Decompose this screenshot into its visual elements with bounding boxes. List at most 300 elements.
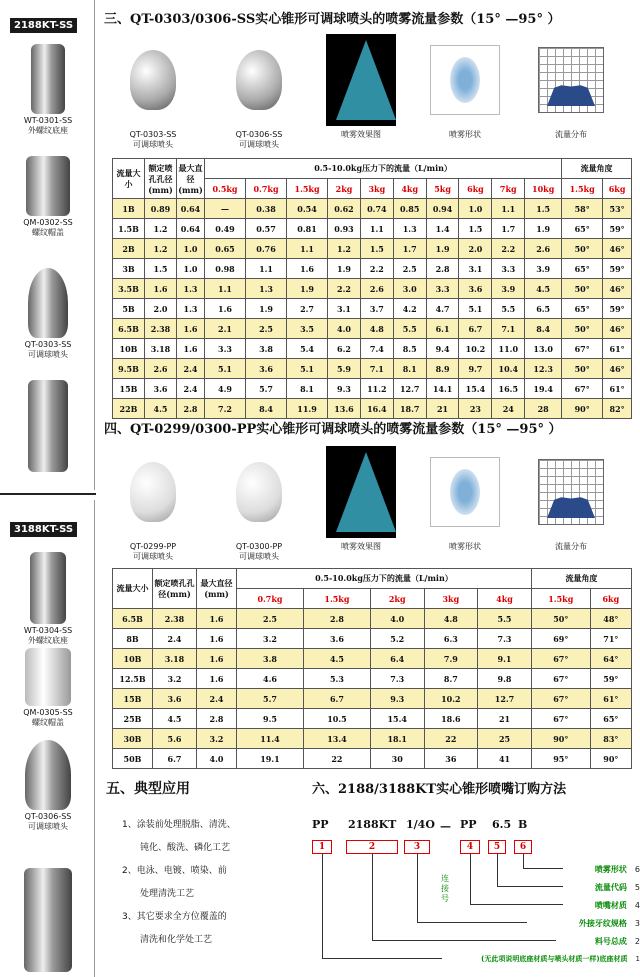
nozzle-image [236, 50, 282, 110]
pressure-header: 3kg [360, 179, 393, 199]
table-cell: 7.3 [478, 629, 532, 649]
table-cell: 6.5 [525, 299, 562, 319]
divider [0, 493, 96, 495]
table-cell: 0.94 [426, 199, 459, 219]
table-cell: 0.57 [246, 219, 287, 239]
table-cell: 10.4 [492, 359, 525, 379]
table-row [113, 199, 632, 219]
table-cell: 69° [531, 629, 590, 649]
table-cell: 58° [562, 199, 603, 219]
fitting-image [28, 268, 68, 338]
table-cell: 5.1 [205, 359, 246, 379]
table-cell: 1.5 [360, 239, 393, 259]
table-cell: 5.2 [370, 629, 424, 649]
section3-products [108, 34, 636, 154]
table-cell: 5.7 [246, 379, 287, 399]
table-cell: 22B [113, 399, 145, 419]
table-cell: 95° [531, 749, 590, 769]
table-cell: 6.3 [424, 629, 478, 649]
pressure-header: 1.5kg [287, 179, 328, 199]
table-cell: 2.4 [197, 689, 237, 709]
table-cell: 25B [113, 709, 153, 729]
table-cell: 50° [562, 279, 603, 299]
table-cell: 19.4 [525, 379, 562, 399]
table-cell: 1.7 [393, 239, 426, 259]
table-cell: 82° [603, 399, 632, 419]
product-qt-0303: QT-0303-SS 可调球喷头 [108, 34, 198, 150]
table-cell: 3.2 [197, 729, 237, 749]
spray-photo [326, 446, 396, 538]
table-cell: 1.5 [145, 259, 177, 279]
table-cell: 3.18 [145, 339, 177, 359]
section3-table: 流量大小 额定喷孔孔径(mm) 最大直径(mm) 0.5-10.0kg压力下的流量（L/min） 流量角度 0.5kg 0.7kg 1.5kg 2kg 3kg 4kg 5kg 6kg 7kg 10kg 1.5kg 6kg 1B 0.89 0.64 — 0.38 0.54 0.62 0.74 0.85 0.94 1.0 1.1 1.5 58° 53° 1.5B 1.2 0.64 0.49 0.57 0.81 0.93 1.1 1.3 1.4 1.5 1.7 1.9 65° 59° 2B 1.2 1.0 0.65 0.76 1.1 1.2 1.5 1.7 1.9 2.0 2.2 2.6 50° 46° 3B 1.5 1.0 0.98 1.1 1.6 1.9 2.2 2.5 2.8 3.1 3.3 3.9 65° 59° 3.5B 1.6 1.3 1.1 1.3 1.9 2.2 2.6 3.0 3.3 3.6 3.9 4.5 50° 46° 5B 2.0 1.3 1.6 1.9 2.7 3.1 3.7 4.2 4.7 5.1 5.5 6.5 65° 59° 6.5B 2.38 1.6 2.1 2.5 3.5 4.0 4.8 5.5 6.1 6.7 7.1 8.4 50° 46° 10B 3.18 1.6 3.3 3.8 5.4 6.2 7.4 8.5 9.4 10.2 11.0 13.0 67° 61° 9.5B 2.6 2.4 5.1 3.6 5.1 5.9 7.1 8.1 8.9 9.7 10.4 12.3 50° 46° 15B 3.6 2.4 4.9 5.7 8.1 9.3 11.2 12.7 14.1 15.4 16.5 19.4 67° 61° 22B 4.5 2.8 7.2 8.4 11.9 13.6 16.4 18.7 21 23 24 28 90° 82° [112, 158, 632, 419]
table-cell: 50B [113, 749, 153, 769]
table-cell: 1.4 [426, 219, 459, 239]
table-cell: 8.7 [424, 669, 478, 689]
section6-title: 六、2188/3188KT实心锥形喷嘴订购方法 [312, 782, 567, 797]
table-row [113, 709, 632, 729]
pressure-header: 7kg [492, 179, 525, 199]
table-cell: 3.6 [145, 379, 177, 399]
label-3: 外接牙纹规格 3 [578, 919, 640, 928]
table-cell: 11.9 [287, 399, 328, 419]
pressure-header: 2kg [370, 589, 424, 609]
table-row [113, 319, 632, 339]
table-cell: 2.38 [145, 319, 177, 339]
table-cell: 25 [478, 729, 532, 749]
table-cell: 0.64 [177, 199, 205, 219]
table-cell: 2.38 [153, 609, 197, 629]
table-cell: 1.6 [145, 279, 177, 299]
section3-title: 三、QT-0303/0306-SS实心锥形可调球喷头的喷雾流量参数（15° —95° ） [104, 12, 561, 27]
table-cell: 9.5B [113, 359, 145, 379]
pressure-header: 6kg [459, 179, 492, 199]
angle-pressure-header: 6kg [590, 589, 631, 609]
code-box-2: 2 [346, 840, 398, 854]
table-cell: 4.5 [525, 279, 562, 299]
table-cell: 9.4 [426, 339, 459, 359]
angle-pressure-header: 1.5kg [531, 589, 590, 609]
product-qt-0306: QT-0306-SS 可调球喷头 [214, 34, 304, 150]
table-cell: 0.74 [360, 199, 393, 219]
table-cell: 0.81 [287, 219, 328, 239]
table-cell: 0.38 [246, 199, 287, 219]
label-2: 料号总成 2 [594, 937, 640, 946]
product-qt-0299: QT-0299-PP 可调球喷头 [108, 446, 198, 562]
connector-label: 连接号 [441, 874, 449, 903]
table-row [113, 629, 632, 649]
table-cell: 6.5B [113, 609, 153, 629]
table-cell: 2.6 [360, 279, 393, 299]
table-cell: 3.0 [393, 279, 426, 299]
table-cell: 4.2 [393, 299, 426, 319]
table-cell: 21 [478, 709, 532, 729]
table-cell: 2.2 [492, 239, 525, 259]
label-4: 喷嘴材质 4 [594, 901, 640, 910]
table-cell: 2.0 [459, 239, 492, 259]
table-cell: 5.5 [478, 609, 532, 629]
table-cell: 0.65 [205, 239, 246, 259]
table-cell: 4.5 [145, 399, 177, 419]
table-cell: 4.5 [153, 709, 197, 729]
table-cell: 2.8 [303, 609, 370, 629]
table-cell: 90° [531, 729, 590, 749]
table-cell: 2.4 [153, 629, 197, 649]
table-cell: 6.7 [153, 749, 197, 769]
part-assembly-3188 [4, 868, 92, 972]
table-cell: 15B [113, 689, 153, 709]
table-cell: 1.5 [525, 199, 562, 219]
table-cell: 53° [603, 199, 632, 219]
table-cell: 4.0 [197, 749, 237, 769]
table-cell: 2.2 [360, 259, 393, 279]
nozzle-image [236, 462, 282, 522]
table-cell: 4.0 [370, 609, 424, 629]
pressure-header: 4kg [393, 179, 426, 199]
table-cell: 8.4 [525, 319, 562, 339]
spray-pattern [430, 457, 500, 527]
table-cell: 1.9 [525, 219, 562, 239]
product-qt-0300: QT-0300-PP 可调球喷头 [214, 446, 304, 562]
table-cell: 1B [113, 199, 145, 219]
table-cell: 11.4 [237, 729, 304, 749]
table-row [113, 379, 632, 399]
table-cell: 22 [424, 729, 478, 749]
fitting-image [30, 552, 66, 624]
table-cell: 65° [562, 219, 603, 239]
table-cell: 12.3 [525, 359, 562, 379]
table-cell: 1.6 [197, 629, 237, 649]
table-cell: 67° [531, 689, 590, 709]
table-cell: 5.5 [393, 319, 426, 339]
table-cell: 67° [531, 649, 590, 669]
table-cell: 2.5 [393, 259, 426, 279]
table-cell: 6.5B [113, 319, 145, 339]
table-cell: 7.2 [205, 399, 246, 419]
table-cell: 19.1 [237, 749, 304, 769]
table-cell: 2.4 [177, 379, 205, 399]
assembly-image [24, 868, 72, 972]
table-cell: 10.2 [424, 689, 478, 709]
table-cell: 4.0 [328, 319, 361, 339]
table-cell: 1.0 [459, 199, 492, 219]
table-cell: 5.7 [237, 689, 304, 709]
table-cell: 2.1 [205, 319, 246, 339]
pressure-header: 10kg [525, 179, 562, 199]
table-cell: 59° [603, 219, 632, 239]
table-cell: 7.9 [424, 649, 478, 669]
table-cell: 3.6 [246, 359, 287, 379]
table-cell: 0.64 [177, 219, 205, 239]
table-cell: 3.8 [246, 339, 287, 359]
table-cell: 14.1 [426, 379, 459, 399]
table-cell: 46° [603, 239, 632, 259]
angle-pressure-header: 6kg [603, 179, 632, 199]
table-cell: 18.6 [424, 709, 478, 729]
table-cell: 0.54 [287, 199, 328, 219]
code-box-1: 1 [312, 840, 332, 854]
table-cell: 5.1 [459, 299, 492, 319]
table-cell: 1.6 [177, 319, 205, 339]
table-cell: 41 [478, 749, 532, 769]
table-cell: 10.2 [459, 339, 492, 359]
table-cell: 5.3 [303, 669, 370, 689]
table-cell: 67° [562, 379, 603, 399]
part-assembly-2188 [4, 380, 92, 472]
distribution-graph [538, 47, 604, 113]
fitting-image [31, 44, 65, 114]
table-row [113, 689, 632, 709]
part-wt-0304: WT-0304-SS 外螺纹底座 [4, 552, 92, 646]
pressure-header: 5kg [426, 179, 459, 199]
table-row [113, 749, 632, 769]
table-cell: 1.6 [177, 339, 205, 359]
spray-effect: 喷雾效果图 [316, 34, 406, 140]
table-cell: 3.6 [303, 629, 370, 649]
table-cell: 9.1 [478, 649, 532, 669]
table-row [113, 609, 632, 629]
pressure-header: 3kg [424, 589, 478, 609]
label-6: 喷雾形状 6 [594, 865, 640, 874]
table-cell: 11.2 [360, 379, 393, 399]
sidebar [0, 0, 96, 977]
table-cell: 67° [531, 669, 590, 689]
nozzle-image [130, 462, 176, 522]
fitting-image [26, 156, 70, 216]
table-cell: 8.4 [246, 399, 287, 419]
table-row [113, 399, 632, 419]
code-box-3: 3 [404, 840, 430, 854]
table-cell: 2.8 [426, 259, 459, 279]
table-cell: 13.0 [525, 339, 562, 359]
table-cell: 65° [590, 709, 631, 729]
table-cell: 61° [603, 379, 632, 399]
table-cell: 1.3 [246, 279, 287, 299]
table-row [113, 259, 632, 279]
table-cell: 16.5 [492, 379, 525, 399]
table-cell: 1.5B [113, 219, 145, 239]
table-cell: 1.1 [360, 219, 393, 239]
table-cell: 1.6 [197, 609, 237, 629]
table-row [113, 279, 632, 299]
distribution-graph [538, 459, 604, 525]
table-cell: 18.1 [370, 729, 424, 749]
table-cell: 3.2 [153, 669, 197, 689]
table-cell: 1.3 [177, 299, 205, 319]
table-cell: 3.7 [360, 299, 393, 319]
angle-pressure-header: 1.5kg [562, 179, 603, 199]
table-cell: 0.89 [145, 199, 177, 219]
table-cell: 24 [492, 399, 525, 419]
part-qt-0303: QT-0303-SS 可调球喷头 [4, 268, 92, 360]
table-cell: 4.8 [424, 609, 478, 629]
table-cell: 2.7 [287, 299, 328, 319]
table-cell: 9.8 [478, 669, 532, 689]
table-cell: 8.9 [426, 359, 459, 379]
table-cell: 6.4 [370, 649, 424, 669]
part-qm-0305: QM-0305-SS 螺纹帽盖 [4, 648, 92, 728]
table-cell: 1.5 [459, 219, 492, 239]
table-row [113, 729, 632, 749]
spray-pattern [430, 45, 500, 115]
table-cell: 1.0 [177, 259, 205, 279]
table-cell: 64° [590, 649, 631, 669]
table-cell: 0.85 [393, 199, 426, 219]
table-cell: 90° [562, 399, 603, 419]
section4-title: 四、QT-0299/0300-PP实心锥形可调球喷头的喷雾流量参数（15° —95° ） [104, 422, 562, 437]
table-cell: 21 [426, 399, 459, 419]
table-cell: 6.7 [303, 689, 370, 709]
table-cell: 1.1 [492, 199, 525, 219]
table-cell: 48° [590, 609, 631, 629]
table-cell: 36 [424, 749, 478, 769]
table-cell: 4.5 [303, 649, 370, 669]
part-qm-0302: QM-0302-SS 螺纹帽盖 [4, 156, 92, 238]
table-cell: 13.6 [328, 399, 361, 419]
label-1: (无此项说明底座材质与喷头材质一样)底座材质 1 [481, 955, 640, 963]
table-cell: 2.2 [328, 279, 361, 299]
table-cell: 2.5 [246, 319, 287, 339]
spray-photo [326, 34, 396, 126]
table-cell: 0.49 [205, 219, 246, 239]
table-cell: 1.9 [287, 279, 328, 299]
table-cell: 71° [590, 629, 631, 649]
table-cell: 10.5 [303, 709, 370, 729]
code-box-5: 5 [488, 840, 506, 854]
pressure-header: 1.5kg [303, 589, 370, 609]
table-cell: 2.8 [177, 399, 205, 419]
table-cell: 61° [603, 339, 632, 359]
table-row [113, 339, 632, 359]
table-cell: 23 [459, 399, 492, 419]
table-cell: 1.9 [328, 259, 361, 279]
fitting-image [25, 648, 71, 706]
table-cell: 1.2 [145, 239, 177, 259]
table-cell: 3.9 [525, 259, 562, 279]
table-cell: 30 [370, 749, 424, 769]
applications-list: 1、涂装前处理脱脂、清洗、 钝化、酸洗、磷化工艺 2、电泳、电镀、喷染、前 处理清洗工艺 3、其它要求全方位覆盖的 清洗和化学处工艺 [122, 820, 236, 945]
table-cell: 3.3 [426, 279, 459, 299]
table-cell: 1.7 [492, 219, 525, 239]
table-cell: 65° [562, 259, 603, 279]
table-cell: 5.1 [287, 359, 328, 379]
table-cell: 3.5B [113, 279, 145, 299]
table-cell: 8.1 [393, 359, 426, 379]
table-cell: 1.6 [197, 669, 237, 689]
table-row [113, 359, 632, 379]
table-cell: 3.1 [459, 259, 492, 279]
table-cell: 2.8 [197, 709, 237, 729]
code-box-6: 6 [514, 840, 532, 854]
section5-title: 五、典型应用 [106, 781, 190, 797]
table-cell: 59° [603, 299, 632, 319]
table-cell: 3.8 [237, 649, 304, 669]
table-cell: 1.2 [145, 219, 177, 239]
table-cell: 3.6 [459, 279, 492, 299]
table-cell: 7.1 [360, 359, 393, 379]
table-cell: 59° [603, 259, 632, 279]
table-cell: 3.2 [237, 629, 304, 649]
table-cell: 83° [590, 729, 631, 749]
table-cell: 3.6 [153, 689, 197, 709]
table-cell: 1.0 [177, 239, 205, 259]
table-cell: 16.4 [360, 399, 393, 419]
flow-distribution: 流量分布 [526, 446, 616, 552]
table-cell: 9.3 [370, 689, 424, 709]
table-cell: 90° [590, 749, 631, 769]
table-cell: 2.4 [177, 359, 205, 379]
table-cell: 46° [603, 359, 632, 379]
table-cell: 8.5 [393, 339, 426, 359]
table-cell: 0.98 [205, 259, 246, 279]
table-cell: 2.5 [237, 609, 304, 629]
table-cell: 46° [603, 319, 632, 339]
table-cell: 10B [113, 649, 153, 669]
order-code-diagram: PP 2188KT 1/4O — PP 6.5 B 1 2 3 4 5 6 连接号 喷雾形状 6 流量代码 5 喷嘴材质 4 外接牙纹规格 3 料号总成 2 (无此项说明底座材质与喷头材质一样)底座材质 1 [312, 818, 640, 963]
table-cell: 7.3 [370, 669, 424, 689]
table-cell: 2.6 [145, 359, 177, 379]
pressure-header: 0.7kg [237, 589, 304, 609]
table-cell: 6.7 [459, 319, 492, 339]
table-cell: 4.9 [205, 379, 246, 399]
pressure-header: 0.7kg [246, 179, 287, 199]
table-cell: 15.4 [459, 379, 492, 399]
assembly-image [28, 380, 68, 472]
table-cell: 8B [113, 629, 153, 649]
table-cell: 11.0 [492, 339, 525, 359]
table-cell: 18.7 [393, 399, 426, 419]
label-5: 流量代码 5 [594, 883, 640, 892]
pressure-header: 2kg [328, 179, 361, 199]
spray-shape: 喷雾形状 [420, 34, 510, 140]
table-cell: 8.1 [287, 379, 328, 399]
table-cell: 10B [113, 339, 145, 359]
spray-shape: 喷雾形状 [420, 446, 510, 552]
table-row [113, 219, 632, 239]
table-cell: 1.2 [328, 239, 361, 259]
table-cell: 22 [303, 749, 370, 769]
table-cell: 15B [113, 379, 145, 399]
section4-table: 流量大小 额定喷孔孔径(mm) 最大直径(mm) 0.5-10.0kg压力下的流量（L/min） 流量角度 0.7kg 1.5kg 2kg 3kg 4kg 1.5kg 6kg 6.5B 2.38 1.6 2.5 2.8 4.0 4.8 5.5 50° 48° 8B 2.4 1.6 3.2 3.6 5.2 6.3 7.3 69° 71° 10B 3.18 1.6 3.8 4.5 6.4 7.9 9.1 67° 64° 12.5B 3.2 1.6 4.6 5.3 7.3 8.7 9.8 67° 59° 15B 3.6 2.4 5.7 6.7 9.3 10.2 12.7 67° 61° 25B 4.5 2.8 9.5 10.5 15.4 18.6 21 67° 65° 30B 5.6 3.2 11.4 13.4 18.1 22 25 90° 83° 50B 6.7 4.0 19.1 22 30 36 41 95° 90° [112, 568, 632, 769]
part-qt-0306: QT-0306-SS 可调球喷头 [4, 740, 92, 832]
table-cell: 12.5B [113, 669, 153, 689]
table-cell: 2B [113, 239, 145, 259]
table-cell: 1.1 [287, 239, 328, 259]
table-row [113, 299, 632, 319]
table-cell: 4.7 [426, 299, 459, 319]
table-cell: 1.6 [287, 259, 328, 279]
table-cell: 2.6 [525, 239, 562, 259]
fitting-image [25, 740, 71, 810]
table-cell: 0.93 [328, 219, 361, 239]
table-cell: 3.9 [492, 279, 525, 299]
table-cell: 3B [113, 259, 145, 279]
table-cell: 59° [590, 669, 631, 689]
table-cell: 1.9 [426, 239, 459, 259]
table-cell: 50° [531, 609, 590, 629]
table-cell: 15.4 [370, 709, 424, 729]
table-cell: 30B [113, 729, 153, 749]
table-cell: 61° [590, 689, 631, 709]
table-cell: 9.5 [237, 709, 304, 729]
table-cell: 67° [531, 709, 590, 729]
table-cell: 5.4 [287, 339, 328, 359]
table-cell: 6.2 [328, 339, 361, 359]
table-cell: 1.3 [393, 219, 426, 239]
nozzle-image [130, 50, 176, 110]
table-cell: 12.7 [478, 689, 532, 709]
table-cell: 5B [113, 299, 145, 319]
